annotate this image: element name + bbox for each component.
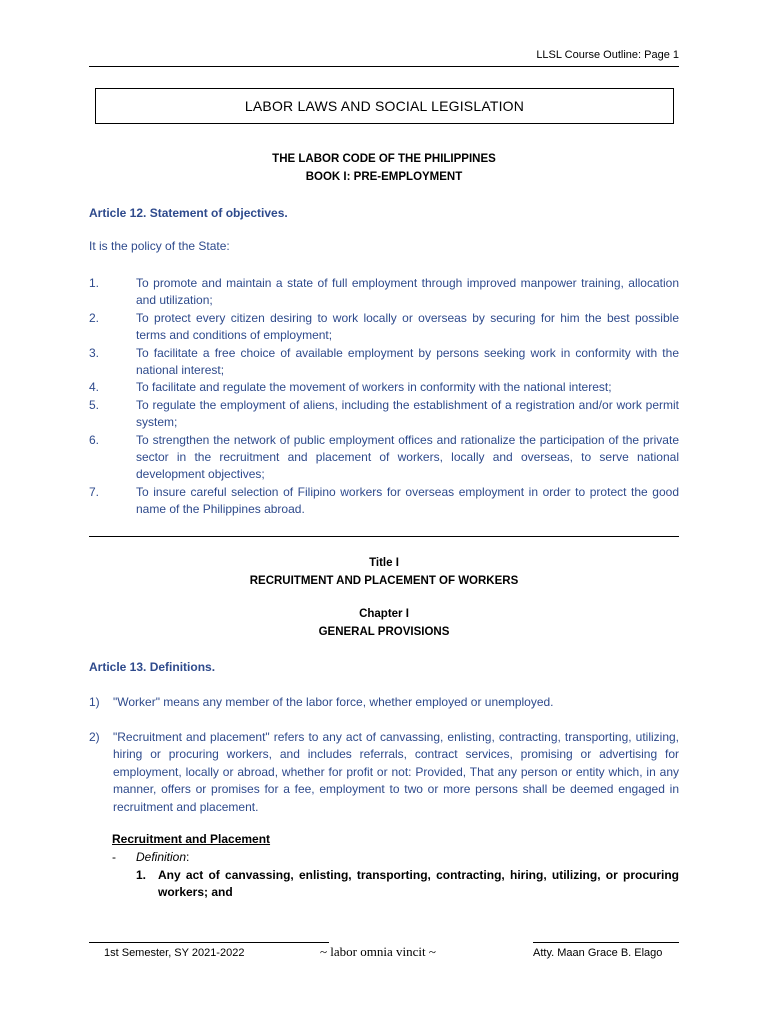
document-title: LABOR LAWS AND SOCIAL LEGISLATION [244,98,525,114]
chapter-number: Chapter I [359,608,409,620]
definitions-list-2 [89,729,679,816]
document-title-box [95,88,674,124]
article12-intro: It is the policy of the State: [89,239,230,253]
definition-sublist [136,867,679,902]
list-item: 6. To strengthen the network of public employment offices and rationalize the participation of the private sector in the recruitment and placement of workers, locally and overseas, to serve national development objectives; [89,432,679,482]
list-item: 4. To facilitate and regulate the movement of workers in conformity with the national interest; [89,380,612,395]
title-number: Title I [369,557,399,569]
list-item: 2) "Recruitment and placement" refers to any act of canvassing, enlisting, contracting, transporting, utilizing, hiring or procuring workers, and includes referrals, contract services, promising or advertising for employment, locally or abroad, whether for profit or not: Provided, That any person or entity which, in any manner, offers or promises for a fee, employment to two or more persons shall be deemed engaged in recruitment and placement. [89,730,679,814]
list-item: 2. To protect every citizen desiring to work locally or overseas by securing for him the best possible terms and conditions of employment; [89,310,679,343]
list-item: 7. To insure careful selection of Filipino workers for overseas employment in order to protect the good name of the Philippines abroad. [89,484,679,517]
list-item: 1) "Worker" means any member of the labor force, whether employed or unemployed. [89,695,554,709]
footer-rule-left [89,942,329,943]
recruitment-subheading: Recruitment and Placement [112,832,271,846]
book-title: BOOK I: PRE-EMPLOYMENT [305,171,463,183]
footer-motto: ~ labor omnia vincit ~ [320,944,436,959]
list-item: 5. To regulate the employment of aliens, including the establishment of a registration and/or work permit system; [89,397,679,430]
footer-author: Atty. Maan Grace B. Elago [533,947,663,959]
section-divider [89,536,679,537]
definition-label: Definition [136,850,187,864]
footer-rule-right [533,942,679,943]
code-title: THE LABOR CODE OF THE PHILIPPINES [272,153,496,165]
header-divider [89,66,679,67]
article12-heading: Article 12. Statement of objectives. [89,206,288,220]
list-item: 1. Any act of canvassing, enlisting, transporting, contracting, hiring, utilizing, or procuring workers; and [136,868,679,900]
list-item: 3. To facilitate a free choice of available employment by persons seeking work in conformity with the national interest; [89,345,679,378]
dash-bullet: - [112,850,116,864]
objectives-list [89,275,679,519]
title-name: RECRUITMENT AND PLACEMENT OF WORKERS [249,575,519,587]
list-item: 1. To promote and maintain a state of full employment through improved manpower training, allocation and utilization; [89,276,679,308]
definition-bullet [112,850,189,864]
chapter-name: GENERAL PROVISIONS [318,626,450,638]
page-label: LLSL Course Outline: Page 1 [536,49,679,61]
article13-heading: Article 13. Definitions. [89,660,216,674]
footer-semester: 1st Semester, SY 2021-2022 [104,947,245,959]
definition-colon: : [186,850,190,864]
definitions-list-1 [89,694,679,711]
